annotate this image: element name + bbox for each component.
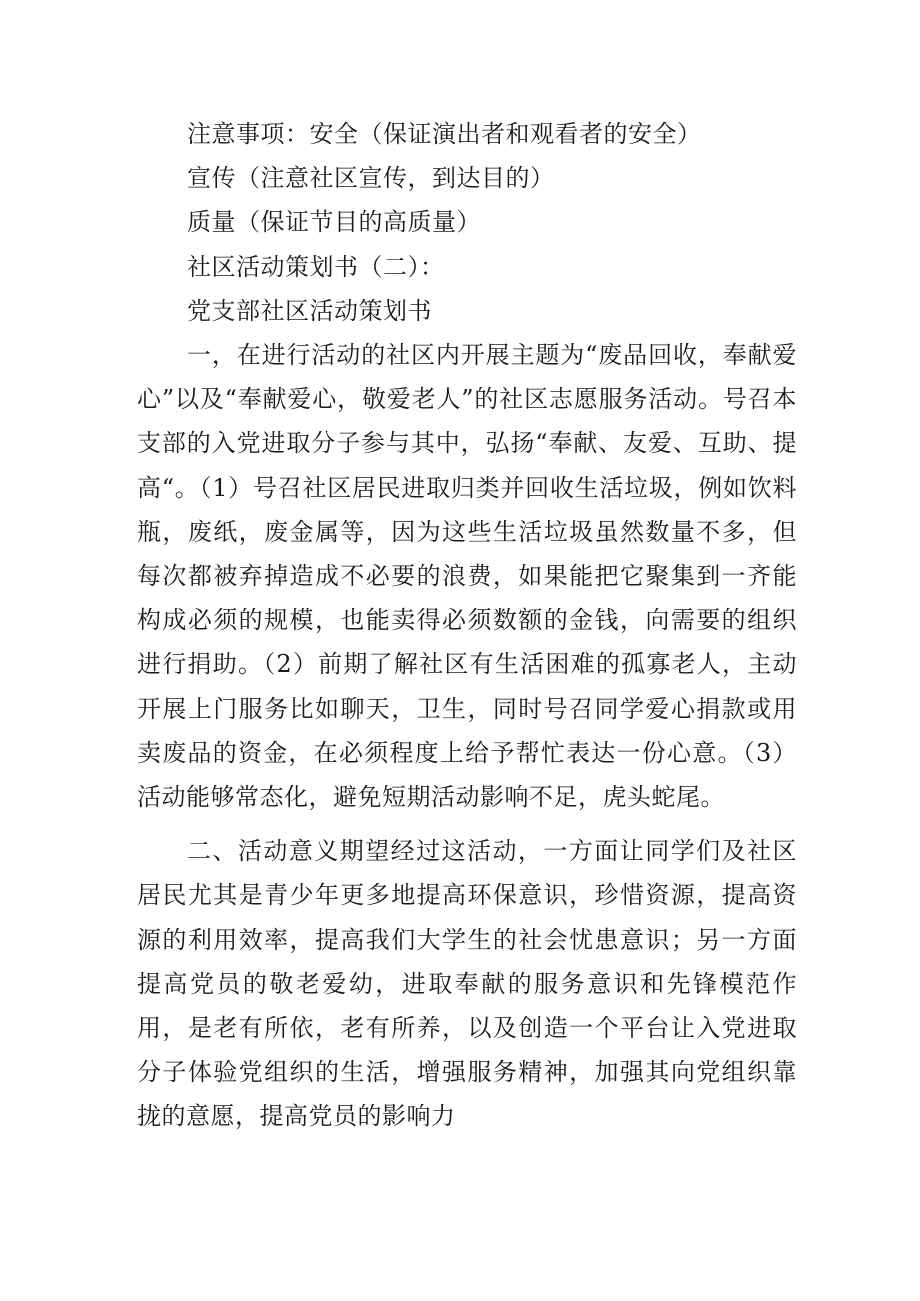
document-subtitle: 党支部社区活动策划书 bbox=[187, 296, 432, 325]
body-paragraph-one: 一，在进行活动的社区内开展主题为“废品回收，奉献爱心”以及“奉献爱心，敬爱老人”的社区志愿服务活动。号召本支部的入党进取分子参与其中，弘扬“奉献、友爱、互助、提高“。（1）号召社区居民进取归类并回收生活垃圾，例如饮料瓶，废纸，废金属等，因为这些生活垃圾虽然数量不多，但每次都被弃掉造成不必要的浪费，如果能把它聚集到一齐能构成必须的规模，也能卖得必须数额的金钱，向需要的组织进行捐助。（2）前期了解社区有生活困难的孤寡老人，主动开展上门服务比如聊天，卫生，同时号召同学爱心捐款或用卖废品的资金，在必须程度上给予帮忙表达一份心意。（3）活动能够常态化，避免短期活动影响不足，虎头蛇尾。 bbox=[137, 341, 797, 812]
body-paragraph-two: 二、活动意义期望经过这活动，一方面让同学们及社区居民尤其是青少年更多地提高环保意识，珍惜资源，提高资源的利用效率，提高我们大学生的社会忧患意识；另一方面提高党员的敬老爱幼，进取奉献的服务意识和先锋模范作用，是老有所依，老有所养，以及创造一个平台让入党进取分子体验党组织的生活，增强服务精神，加强其向党组织靠拢的意愿，提高党员的影响力 bbox=[137, 837, 797, 1131]
section-heading: 社区活动策划书（二）： bbox=[187, 252, 445, 281]
note-publicity-paragraph: 宣传（注意社区宣传，到达目的） bbox=[187, 164, 555, 193]
note-quality-paragraph: 质量（保证节目的高质量） bbox=[187, 208, 481, 237]
document-body bbox=[137, 112, 797, 1139]
note-safety-paragraph: 注意事项：安全（保证演出者和观看者的安全） bbox=[187, 120, 702, 148]
